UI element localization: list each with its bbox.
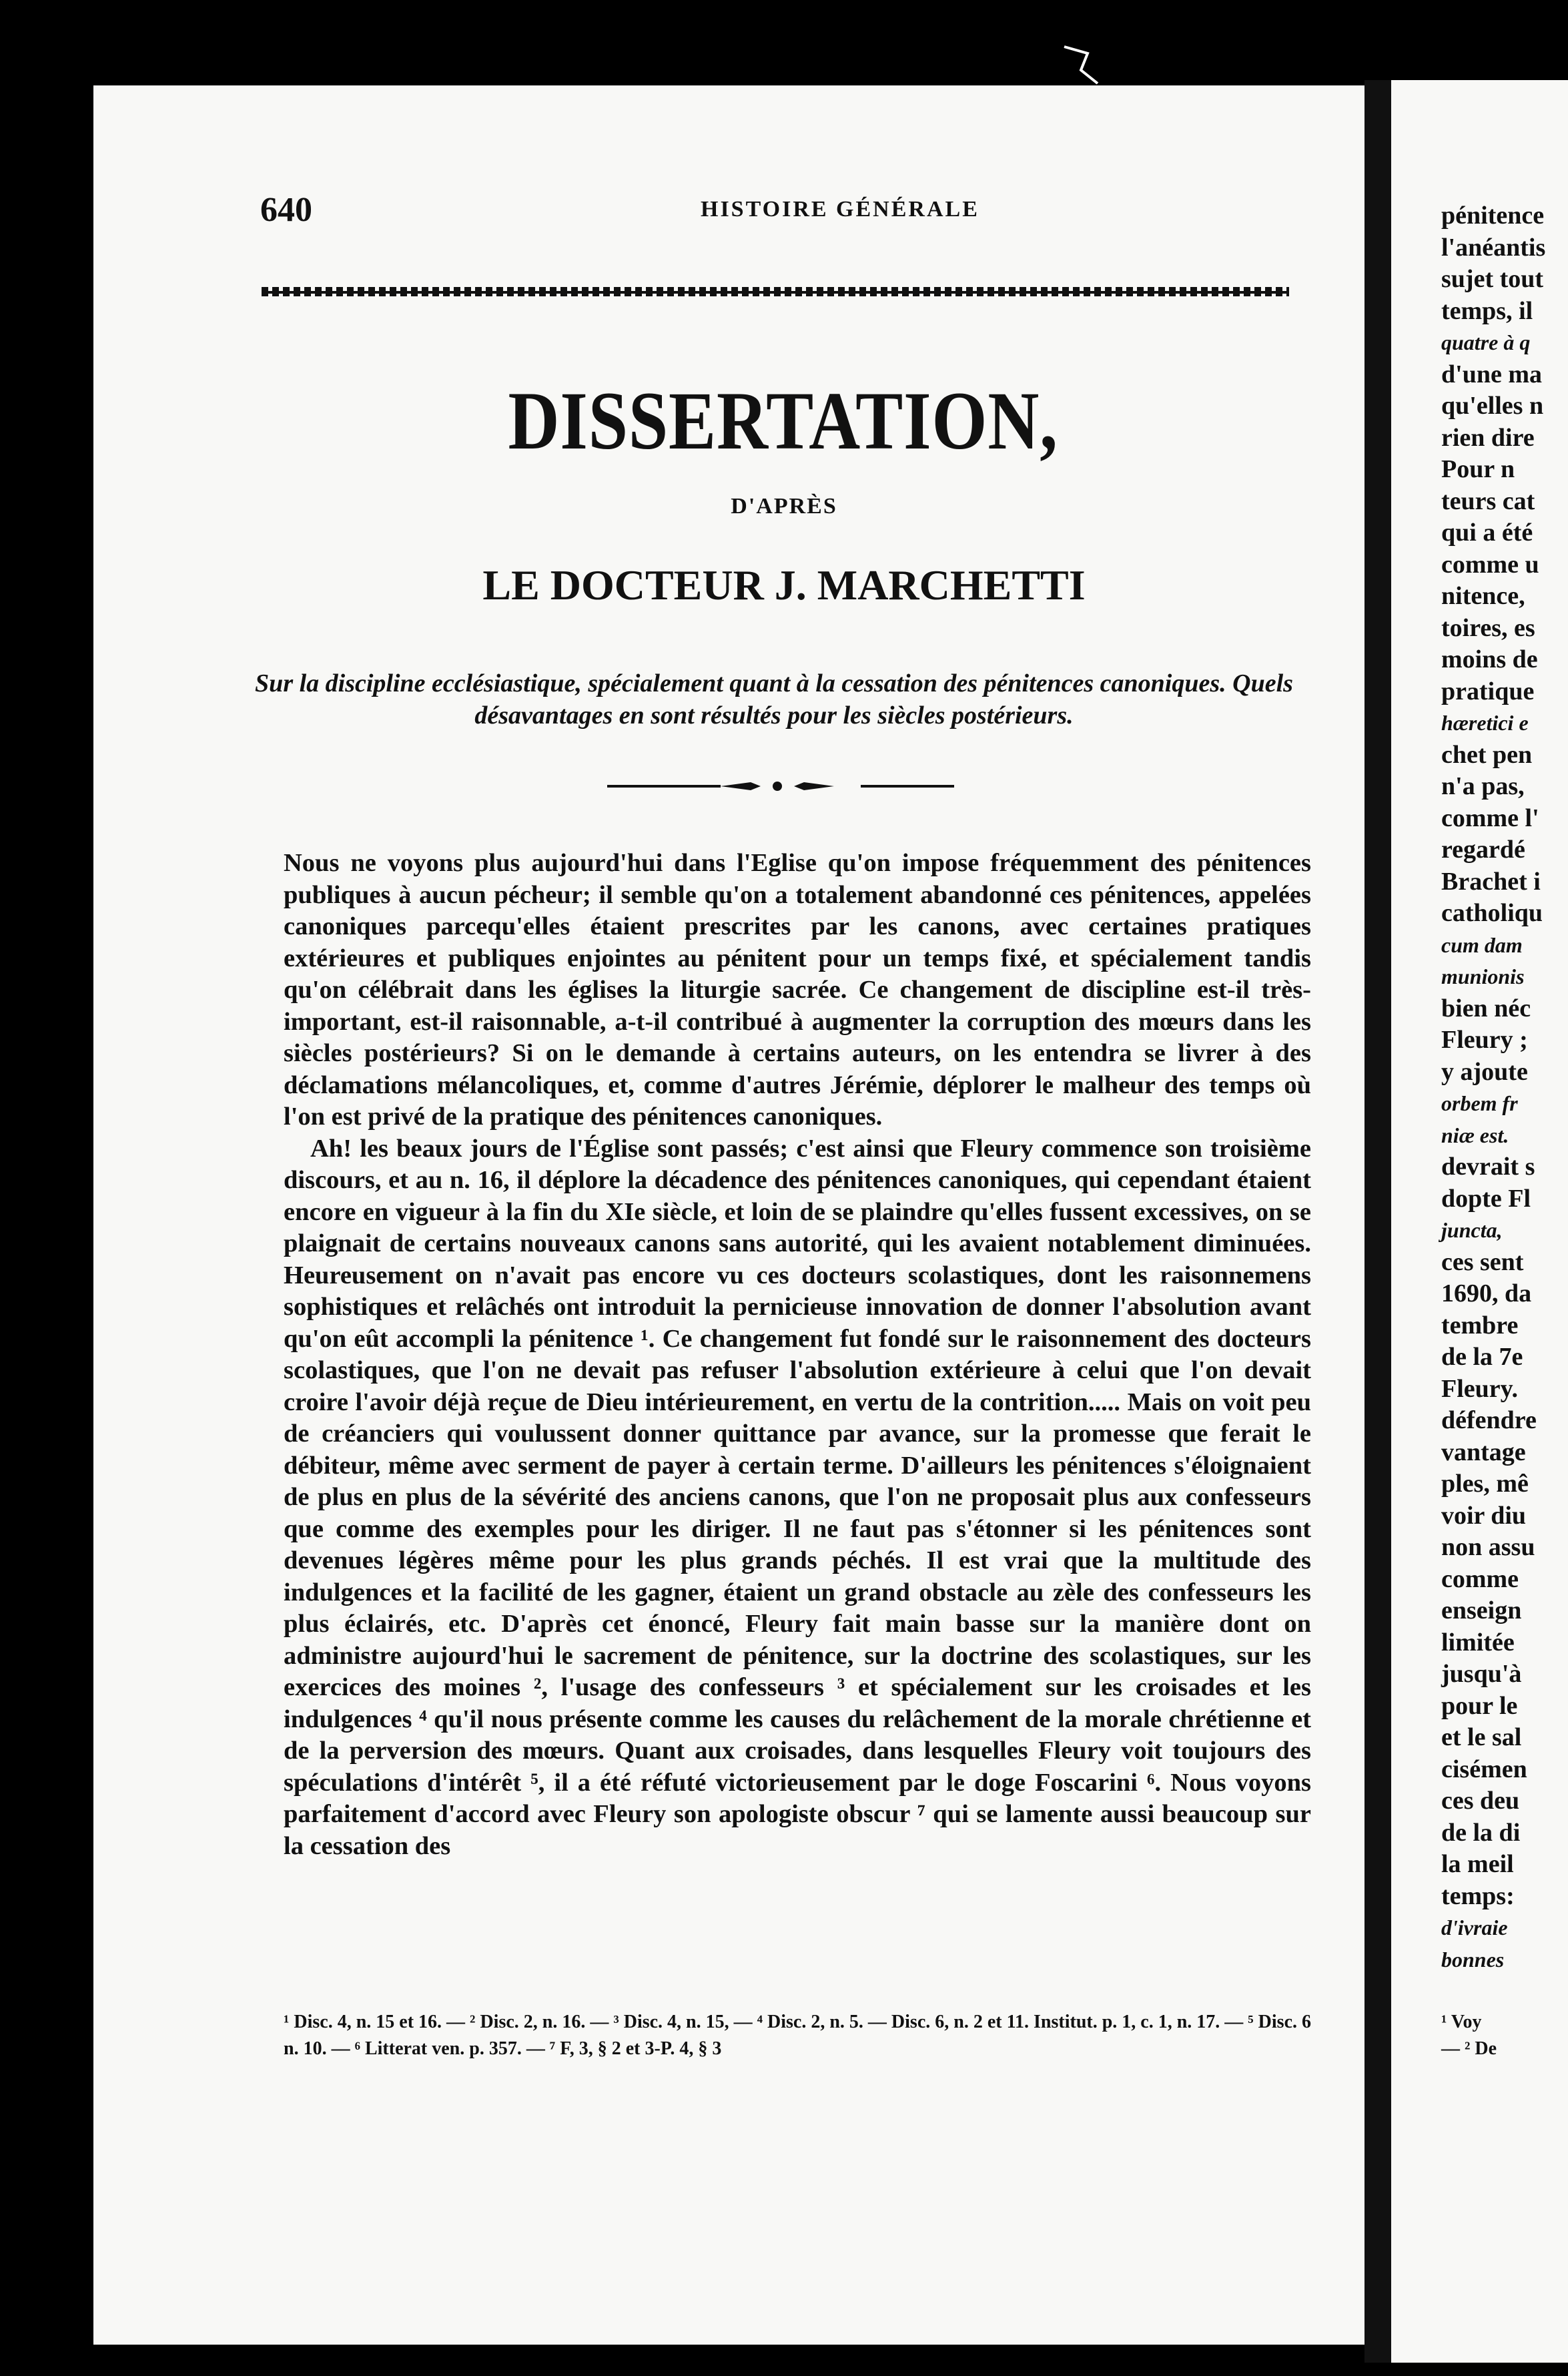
- facing-page-line: de la 7e: [1441, 1343, 1523, 1371]
- facing-page-line: sujet tout: [1441, 265, 1544, 293]
- facing-page-line: niæ est.: [1441, 1123, 1509, 1147]
- facing-page-line: défendre: [1441, 1406, 1537, 1434]
- facing-page-line: l'anéantis: [1441, 233, 1546, 262]
- facing-page-line: n'a pas,: [1441, 772, 1525, 800]
- page-number: 640: [260, 191, 312, 229]
- facing-page-line: munionis: [1441, 964, 1525, 988]
- scan-artifact: [1061, 40, 1101, 87]
- facing-page-line: limitée: [1441, 1628, 1515, 1657]
- facing-page-line: Brachet i: [1441, 867, 1541, 896]
- facing-page-line: toires, es: [1441, 613, 1535, 642]
- facing-page-line: voir diu: [1441, 1501, 1527, 1530]
- paragraph-2: Ah! les beaux jours de l'Église sont passés; c'est ainsi que Fleury commence son troisième discours, et au n. 16, il déplore la décadence des pénitences canoniques, qui cependant étaient encore en vigueur à la fin du XIe siècle, et loin de se plaindre qu'elles fussent excessives, on se plaignait de certains nouveaux canons sans autorité, qui les avaient notablement diminuées. Heureusement on n'avait pas encore vu ces docteurs scolastiques, dont les raisonnemens sophistiques et relâchés ont introduit la pernicieuse innovation de donner l'absolution avant qu'on eût accompli la pénitence ¹. Ce changement fut fondé sur le raisonnement des docteurs scolastiques, que l'on ne devait pas refuser l'absolution extérieure à celui que l'on devait croire l'avoir déjà reçue de Dieu intérieurement, en vertu de la contrition..... Mais on voit peu de créanciers qui voulussent donner quittance par avance, sur la promesse que ferait le débiteur, même avec serment de payer à certain terme. D'ailleurs les pénitences s'éloignaient de plus en plus de la sévérité des anciens canons, que l'on ne proposait plus aux confesseurs que comme des exemples pour les diriger. Il ne faut pas s'étonner si les pénitences sont devenues légères même pour les plus grands péchés. Il est vrai que la multitude des indulgences et la facilité de les gagner, étaient un grand obstacle au zèle des confesseurs les plus éclairés, etc. D'après cet énoncé, Fleury fait main basse sur la manière dont on administre aujourd'hui le sacrement de pénitence, sur la doctrine des scolastiques, sur les exercices des moines ², l'usage des confesseurs ³ et spécialement sur les croisades et les indulgences ⁴ qu'il nous présente comme les causes du relâchement de la morale chrétienne et de la perversion des mœurs. Quant aux croisades, dans lesquelles Fleury voit toujours des spéculations d'intérêt ⁵, il a été réfuté victorieusement par le doge Foscarini ⁶. Nous voyons parfaitement d'accord avec Fleury son apologiste obscur ⁷ qui se lamente aussi beaucoup sur la cessation des: [284, 1134, 1311, 1860]
- facing-page-line: pour le: [1441, 1691, 1518, 1720]
- facing-page-line: temps, il: [1441, 296, 1533, 325]
- facing-page-line: comme l': [1441, 804, 1539, 832]
- facing-page-line: catholiqu: [1441, 899, 1543, 927]
- body-text: [284, 848, 1311, 1862]
- running-head: [167, 190, 1274, 237]
- facing-page-line: et le sal: [1441, 1723, 1522, 1751]
- facing-page-line: pratique: [1441, 677, 1535, 705]
- footnotes: ¹ Disc. 4, n. 15 et 16. — ² Disc. 2, n. 16. — ³ Disc. 4, n. 15, — ⁴ Disc. 2, n. 5. — Disc. 6, n. 2 et 11. Institut. p. 1, c. 1, n. 17. — ⁵ Disc. 6 n. 10. — ⁶ Litterat ven. p. 357. — ⁷ F, 3, § 2 et 3-P. 4, § 3: [284, 2012, 1311, 2059]
- subtitle: Sur la discipline ecclésiastique, spécialement quant à la cessation des pénitences canoniques. Quels désavantages en sont résultés pour les siècles postérieurs.: [255, 669, 1293, 729]
- facing-page-line: moins de: [1441, 645, 1538, 673]
- facing-page-line: dopte Fl: [1441, 1184, 1531, 1213]
- facing-page-line: ces sent: [1441, 1247, 1524, 1276]
- facing-page-line: Fleury ;: [1441, 1026, 1528, 1054]
- facing-page-line: enseign: [1441, 1596, 1522, 1624]
- facing-page-line: bonnes: [1441, 1947, 1505, 1972]
- paragraph-1: Nous ne voyons plus aujourd'hui dans l'Eglise qu'on impose fréquemment des pénitences publiques à aucun pécheur; il semble qu'on a totalement abandonné ces pénitences, appelées canoniques parcequ'elles étaient prescrites par les canons, avec certaines pratiques extérieures et publiques enjointes au pénitent pour un temps fixé, et spécialement tandis qu'on célébrait dans les églises la liturgie sacrée. Ce changement de discipline est-il très-important, est-il raisonnable, a-t-il contribué à augmenter la corruption des mœurs dans les siècles postérieurs? Si on le demande à certains auteurs, on les entendra se livrer à des déclamations mélancoliques, et, comme d'autres Jérémie, déplorer le malheur des temps où l'on est privé de la pratique des pénitences canoniques.: [284, 849, 1311, 1131]
- facing-page-line: 1690, da: [1441, 1279, 1532, 1307]
- facing-page-footnote: ¹ Voy: [1441, 2012, 1482, 2032]
- title-connector: D'APRÈS: [731, 494, 837, 519]
- facing-page-line: chet pen: [1441, 740, 1533, 769]
- facing-page-line: ces deu: [1441, 1787, 1520, 1815]
- facing-page-line: jusqu'à: [1441, 1660, 1522, 1688]
- facing-page-line: comme: [1441, 1564, 1519, 1593]
- facing-page-line: quatre à q: [1441, 330, 1531, 354]
- facing-page-line: orbem fr: [1441, 1091, 1518, 1115]
- facing-page-line: temps:: [1441, 1881, 1515, 1910]
- facing-page-line: vantage: [1441, 1438, 1526, 1466]
- facing-page-line: regardé: [1441, 836, 1525, 864]
- facing-page-line: ples, mê: [1441, 1470, 1529, 1498]
- facing-page-line: tembre: [1441, 1311, 1519, 1340]
- facing-page-line: Fleury.: [1441, 1374, 1519, 1403]
- author-line: LE DOCTEUR J. MARCHETTI: [482, 561, 1086, 609]
- facing-page-line: d'une ma: [1441, 360, 1542, 388]
- facing-page-line: bien néc: [1441, 994, 1531, 1022]
- facing-page-line: rien dire: [1441, 423, 1535, 452]
- document-title: DISSERTATION,: [508, 375, 1058, 467]
- facing-page-line: hæretici e: [1441, 711, 1529, 735]
- running-title: HISTOIRE GÉNÉRALE: [701, 197, 979, 222]
- facing-page-footnote: — ² De: [1441, 2038, 1497, 2059]
- facing-page-line: cisémen: [1441, 1755, 1527, 1783]
- facing-page-line: Pour n: [1441, 455, 1515, 483]
- facing-page-line: comme u: [1441, 550, 1539, 579]
- facing-page-line: non assu: [1441, 1533, 1535, 1561]
- facing-page-line: qui a été: [1441, 519, 1533, 547]
- facing-page-line: devrait s: [1441, 1153, 1535, 1181]
- facing-page-line: y ajoute: [1441, 1057, 1528, 1086]
- fleuron-divider: [607, 780, 954, 793]
- facing-page-line: la meil: [1441, 1850, 1514, 1878]
- facing-page-text: [1441, 200, 1568, 1976]
- facing-page-line: pénitence: [1441, 202, 1545, 230]
- facing-page-footnotes: [1441, 2009, 1568, 2062]
- facing-page-line: d'ivraie: [1441, 1915, 1508, 1940]
- facing-page-line: nitence,: [1441, 582, 1525, 610]
- facing-page-line: qu'elles n: [1441, 392, 1544, 420]
- facing-page-line: teurs cat: [1441, 487, 1535, 515]
- facing-page-line: cum dam: [1441, 932, 1523, 957]
- facing-page-line: juncta,: [1441, 1218, 1503, 1242]
- facing-page-line: de la di: [1441, 1818, 1521, 1847]
- header-rule: [262, 287, 1289, 296]
